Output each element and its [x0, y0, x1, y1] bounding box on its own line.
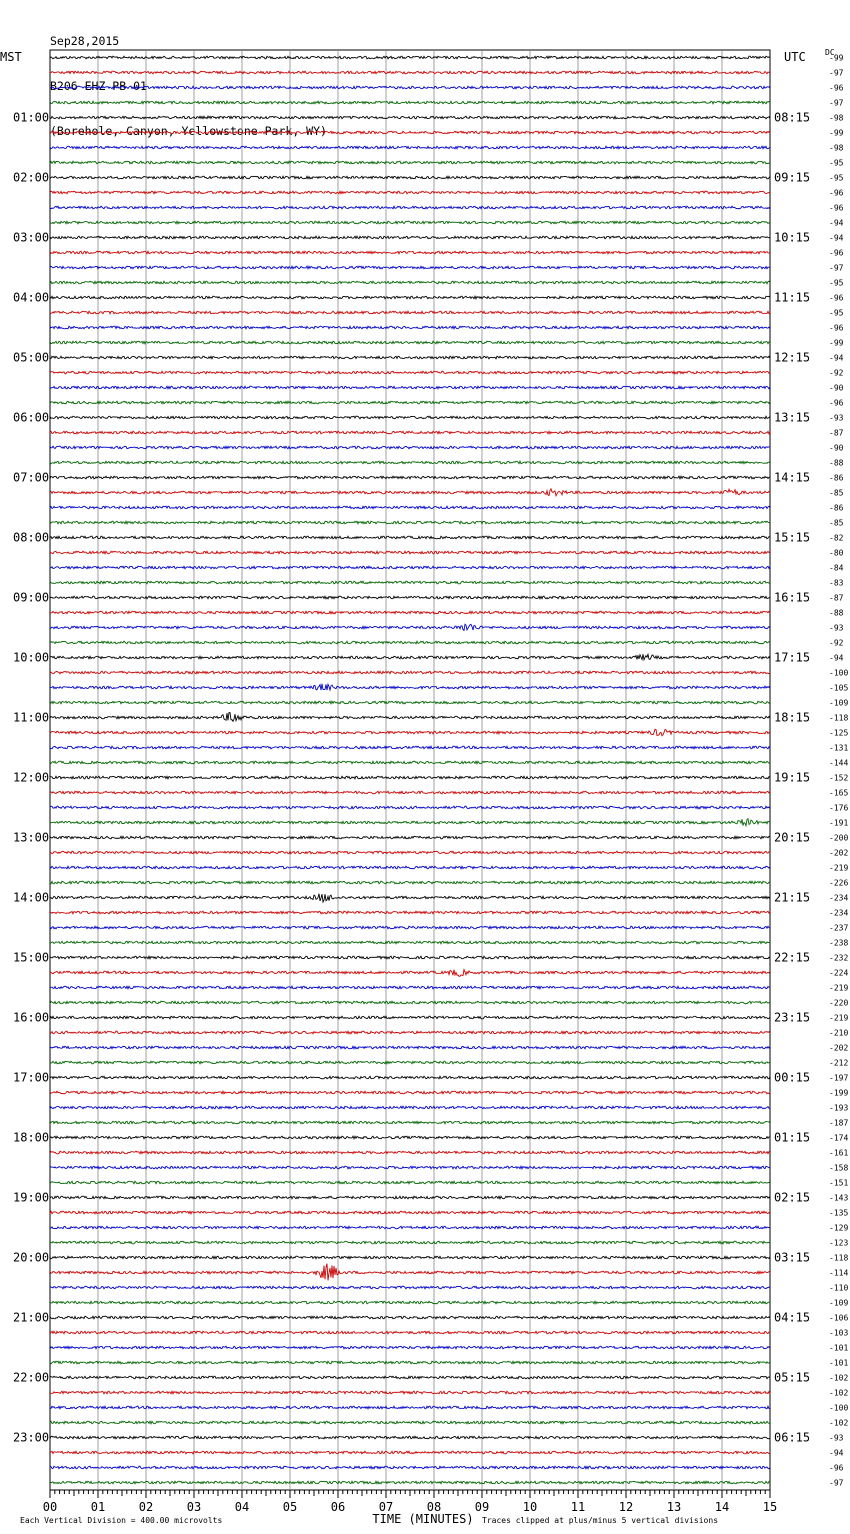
- seismic-trace: [50, 986, 770, 989]
- seismic-trace: [50, 56, 770, 59]
- hour-label-utc: 11:15: [774, 290, 811, 305]
- dc-offset-label: -118: [829, 713, 849, 723]
- seismic-trace: [50, 1391, 770, 1394]
- dc-offset-label: -129: [829, 1223, 849, 1233]
- dc-offset-label: -200: [829, 833, 849, 843]
- seismic-trace: [50, 1106, 770, 1109]
- x-tick-label: 14: [714, 1500, 730, 1514]
- dc-offset-label: -101: [829, 1343, 849, 1353]
- seismic-trace: [50, 266, 770, 269]
- seismic-trace: [50, 461, 770, 464]
- dc-offset-label: -125: [829, 728, 849, 738]
- seismic-trace: [50, 1256, 770, 1259]
- dc-offset-label: -97: [829, 98, 844, 108]
- seismic-trace: [50, 1076, 770, 1079]
- seismic-trace: [50, 941, 770, 944]
- hour-label-mst: 10:00: [13, 650, 50, 665]
- dc-offset-label: -234: [829, 893, 849, 903]
- hour-label-mst: 11:00: [13, 710, 50, 725]
- dc-offset-label: -219: [829, 1013, 849, 1023]
- seismic-trace: [50, 881, 770, 884]
- dc-offset-label: -234: [829, 908, 849, 918]
- x-tick-label: 13: [666, 1500, 682, 1514]
- dc-offset-label: -161: [829, 1148, 849, 1158]
- plot-frame: [50, 50, 770, 1490]
- dc-offset-label: -100: [829, 668, 849, 678]
- dc-offset-label: -165: [829, 788, 849, 798]
- dc-offset-label: -94: [829, 233, 844, 243]
- dc-offset-label: -131: [829, 743, 849, 753]
- dc-offset-label: -199: [829, 1088, 849, 1098]
- hour-label-utc: 01:15: [774, 1130, 811, 1145]
- dc-offset-label: -97: [829, 1478, 844, 1488]
- dc-offset-label: -100: [829, 1403, 849, 1413]
- seismic-trace: [50, 1001, 770, 1004]
- grid: [50, 50, 770, 1490]
- hour-label-mst: 05:00: [13, 350, 50, 365]
- seismic-trace: [50, 1061, 770, 1064]
- seismic-trace: [50, 536, 770, 539]
- seismic-trace: [50, 1166, 770, 1169]
- seismic-trace: [50, 146, 770, 149]
- x-tick-label: 12: [618, 1500, 634, 1514]
- seismic-trace: [50, 806, 770, 809]
- station-id: B206 EHZ PB 01: [50, 79, 147, 93]
- hour-label-utc: 19:15: [774, 770, 811, 785]
- seismic-trace: [50, 1346, 770, 1349]
- dc-offset-label: -94: [829, 653, 844, 663]
- dc-offset-label: -95: [829, 173, 844, 183]
- dc-title: DC: [825, 48, 835, 57]
- seismic-trace: [50, 746, 770, 749]
- seismic-trace: [50, 521, 770, 524]
- x-tick-label: 05: [282, 1500, 298, 1514]
- hour-label-mst: 04:00: [13, 290, 50, 305]
- dc-offset-label: -83: [829, 578, 844, 588]
- dc-offset-label: -152: [829, 773, 849, 783]
- seismic-trace: [50, 1466, 770, 1469]
- seismic-trace: [50, 894, 770, 902]
- dc-offset-label: -219: [829, 863, 849, 873]
- seismic-trace: [50, 1406, 770, 1409]
- dc-offset-label: -87: [829, 428, 844, 438]
- seismic-trace: [50, 506, 770, 509]
- seismic-trace: [50, 281, 770, 284]
- dc-offset-label: -176: [829, 803, 849, 813]
- hour-label-utc: 03:15: [774, 1250, 811, 1265]
- hour-label-utc: 05:15: [774, 1370, 811, 1385]
- seismic-trace: [50, 1226, 770, 1229]
- hour-label-mst: 03:00: [13, 230, 50, 245]
- seismic-trace: [50, 206, 770, 209]
- seismic-trace: [50, 1264, 770, 1281]
- dc-offset-label: -94: [829, 353, 844, 363]
- hour-label-utc: 15:15: [774, 530, 811, 545]
- seismic-traces: [50, 56, 770, 1484]
- dc-offset-label: -93: [829, 623, 844, 633]
- right-axis-title: UTC: [784, 50, 806, 64]
- seismic-trace: [50, 654, 770, 660]
- seismic-trace: [50, 341, 770, 344]
- dc-offset-label: -143: [829, 1193, 849, 1203]
- seismic-trace: [50, 1331, 770, 1334]
- dc-offset-label: -82: [829, 533, 844, 543]
- dc-offset-label: -232: [829, 953, 849, 963]
- dc-offset-label: -80: [829, 548, 844, 558]
- seismic-trace: [50, 326, 770, 329]
- seismic-trace: [50, 1121, 770, 1124]
- dc-offset-label: -96: [829, 188, 844, 198]
- seismic-trace: [50, 251, 770, 254]
- dc-offset-label: -96: [829, 248, 844, 258]
- seismic-trace: [50, 1211, 770, 1214]
- dc-offset-label: -220: [829, 998, 849, 1008]
- dc-offset-label: -191: [829, 818, 849, 828]
- seismic-trace: [50, 176, 770, 179]
- seismic-trace: [50, 1286, 770, 1289]
- seismic-trace: [50, 926, 770, 929]
- seismic-trace: [50, 671, 770, 674]
- hour-label-utc: 06:15: [774, 1430, 811, 1445]
- seismic-trace: [50, 1241, 770, 1244]
- x-tick-label: 04: [234, 1500, 250, 1514]
- hour-label-utc: 16:15: [774, 590, 811, 605]
- hour-label-mst: 12:00: [13, 770, 50, 785]
- dc-offset-label: -109: [829, 698, 849, 708]
- dc-offset-label: -98: [829, 113, 844, 123]
- dc-offset-label: -238: [829, 938, 849, 948]
- seismic-trace: [50, 819, 770, 826]
- hour-label-mst: 22:00: [13, 1370, 50, 1385]
- seismic-trace: [50, 1436, 770, 1439]
- dc-offset-label: -86: [829, 503, 844, 513]
- dc-offset-label: -118: [829, 1253, 849, 1263]
- seismic-trace: [50, 476, 770, 479]
- hour-label-utc: 04:15: [774, 1310, 811, 1325]
- hour-label-mst: 17:00: [13, 1070, 50, 1085]
- hour-label-utc: 02:15: [774, 1190, 811, 1205]
- dc-offset-label: -193: [829, 1103, 849, 1113]
- dc-offset-label: -135: [829, 1208, 849, 1218]
- dc-offset-label: -96: [829, 323, 844, 333]
- dc-offset-label: -88: [829, 458, 844, 468]
- dc-offset-label: -158: [829, 1163, 849, 1173]
- seismic-trace: [50, 401, 770, 404]
- dc-offset-label: -105: [829, 683, 849, 693]
- dc-offset-label: -93: [829, 1433, 844, 1443]
- left-axis-title: MST: [0, 50, 22, 64]
- x-tick-label: 07: [378, 1500, 394, 1514]
- dc-offset-label: -197: [829, 1073, 849, 1083]
- dc-offset-label: -237: [829, 923, 849, 933]
- seismic-trace: [50, 221, 770, 224]
- seismic-trace: [50, 911, 770, 914]
- dc-offset-label: -90: [829, 443, 844, 453]
- x-tick-label: 10: [522, 1500, 538, 1514]
- dc-offset-label: -97: [829, 68, 844, 78]
- seismic-trace: [50, 581, 770, 584]
- x-tick-label: 08: [426, 1500, 442, 1514]
- seismic-trace: [50, 101, 770, 104]
- scale-note: Each Vertical Division = 400.00 microvolts: [20, 1516, 223, 1525]
- seismic-trace: [50, 311, 770, 314]
- x-axis-title: TIME (MINUTES): [372, 1512, 474, 1526]
- x-tick-label: 02: [138, 1500, 154, 1514]
- dc-offset-label: -95: [829, 308, 844, 318]
- dc-offset-label: -110: [829, 1283, 849, 1293]
- hour-label-utc: 21:15: [774, 890, 811, 905]
- hour-label-mst: 02:00: [13, 170, 50, 185]
- seismic-trace: [50, 296, 770, 299]
- dc-offset-label: -94: [829, 1448, 844, 1458]
- dc-offset-label: -99: [829, 53, 844, 63]
- seismic-trace: [50, 416, 770, 419]
- seismic-trace: [50, 1136, 770, 1139]
- seismic-trace: [50, 851, 770, 854]
- station-location: (Borehole, Canyon, Yellowstone Park, WY): [50, 124, 327, 138]
- seismic-trace: [50, 116, 770, 119]
- seismic-trace: [50, 131, 770, 134]
- dc-offset-label: -99: [829, 128, 844, 138]
- seismic-trace: [50, 566, 770, 569]
- seismic-trace: [50, 1451, 770, 1454]
- seismic-trace: [50, 866, 770, 869]
- hour-label-mst: 07:00: [13, 470, 50, 485]
- seismic-trace: [50, 1151, 770, 1154]
- hour-label-utc: 13:15: [774, 410, 811, 425]
- dc-offset-label: -226: [829, 878, 849, 888]
- dc-offset-label: -90: [829, 383, 844, 393]
- seismic-trace: [50, 624, 770, 630]
- seismic-trace: [50, 776, 770, 779]
- x-axis: [20, 1490, 777, 1526]
- dc-offset-label: -87: [829, 593, 844, 603]
- seismic-trace: [50, 684, 770, 690]
- dc-offset-label: -212: [829, 1058, 849, 1068]
- seismic-trace: [50, 956, 770, 959]
- x-tick-label: 03: [186, 1500, 202, 1514]
- dc-offset-label: -109: [829, 1298, 849, 1308]
- x-tick-label: 15: [762, 1500, 778, 1514]
- seismic-trace: [50, 729, 770, 735]
- seismic-trace: [50, 431, 770, 434]
- chart-date: Sep28,2015: [50, 34, 120, 48]
- hour-label-utc: 14:15: [774, 470, 811, 485]
- seismic-trace: [50, 713, 770, 722]
- hour-label-mst: 09:00: [13, 590, 50, 605]
- hour-label-mst: 18:00: [13, 1130, 50, 1145]
- hour-label-mst: 21:00: [13, 1310, 50, 1325]
- dc-offset-label: -102: [829, 1373, 849, 1383]
- dc-offset-label: -202: [829, 1043, 849, 1053]
- seismic-trace: [50, 836, 770, 839]
- seismic-trace: [50, 611, 770, 614]
- dc-offset-label: -96: [829, 83, 844, 93]
- dc-offset-label: -88: [829, 608, 844, 618]
- hour-label-mst: 08:00: [13, 530, 50, 545]
- hour-label-mst: 13:00: [13, 830, 50, 845]
- dc-offset-label: -99: [829, 338, 844, 348]
- seismic-trace: [50, 1361, 770, 1364]
- hour-label-utc: 17:15: [774, 650, 811, 665]
- seismic-trace: [50, 641, 770, 644]
- seismic-trace: [50, 1181, 770, 1184]
- dc-offset-label: -144: [829, 758, 849, 768]
- hour-label-mst: 16:00: [13, 1010, 50, 1025]
- hour-label-mst: 06:00: [13, 410, 50, 425]
- hour-label-utc: 09:15: [774, 170, 811, 185]
- hour-label-utc: 20:15: [774, 830, 811, 845]
- hour-label-utc: 00:15: [774, 1070, 811, 1085]
- dc-offset-label: -92: [829, 638, 844, 648]
- seismic-trace: [50, 596, 770, 599]
- dc-offset-label: -102: [829, 1418, 849, 1428]
- hour-label-mst: 14:00: [13, 890, 50, 905]
- seismic-trace: [50, 236, 770, 239]
- seismic-trace: [50, 386, 770, 389]
- axis-labels: [0, 48, 848, 1488]
- hour-label-mst: 20:00: [13, 1250, 50, 1265]
- x-tick-label: 11: [570, 1500, 586, 1514]
- seismic-trace: [50, 551, 770, 554]
- dc-offset-label: -85: [829, 518, 844, 528]
- dc-offset-label: -96: [829, 1463, 844, 1473]
- dc-offset-label: -84: [829, 563, 844, 573]
- dc-offset-label: -98: [829, 143, 844, 153]
- dc-offset-label: -210: [829, 1028, 849, 1038]
- x-tick-label: 00: [42, 1500, 58, 1514]
- seismic-trace: [50, 1421, 770, 1424]
- dc-offset-label: -151: [829, 1178, 849, 1188]
- dc-offset-label: -187: [829, 1118, 849, 1128]
- dc-offset-label: -106: [829, 1313, 849, 1323]
- dc-offset-label: -96: [829, 398, 844, 408]
- hour-label-utc: 10:15: [774, 230, 811, 245]
- seismic-trace: [50, 86, 770, 89]
- hour-label-utc: 12:15: [774, 350, 811, 365]
- seismic-trace: [50, 1376, 770, 1379]
- dc-offset-label: -86: [829, 473, 844, 483]
- seismic-trace: [50, 161, 770, 164]
- dc-offset-label: -224: [829, 968, 849, 978]
- seismic-trace: [50, 1046, 770, 1049]
- seismic-trace: [50, 1016, 770, 1019]
- dc-offset-label: -202: [829, 848, 849, 858]
- dc-offset-label: -102: [829, 1388, 849, 1398]
- seismic-trace: [50, 191, 770, 194]
- hour-label-mst: 15:00: [13, 950, 50, 965]
- seismic-trace: [50, 761, 770, 764]
- x-tick-label: 01: [90, 1500, 106, 1514]
- seismic-trace: [50, 356, 770, 359]
- dc-offset-label: -95: [829, 158, 844, 168]
- dc-offset-label: -92: [829, 368, 844, 378]
- hour-label-mst: 23:00: [13, 1430, 50, 1445]
- dc-offset-label: -96: [829, 293, 844, 303]
- dc-offset-label: -95: [829, 278, 844, 288]
- dc-offset-label: -103: [829, 1328, 849, 1338]
- x-tick-label: 06: [330, 1500, 346, 1514]
- dc-offset-label: -97: [829, 263, 844, 273]
- seismic-trace: [50, 371, 770, 374]
- seismic-trace: [50, 791, 770, 794]
- hour-label-mst: 01:00: [13, 110, 50, 125]
- dc-offset-label: -174: [829, 1133, 849, 1143]
- seismic-trace: [50, 489, 770, 496]
- seismic-trace: [50, 701, 770, 704]
- x-tick-label: 09: [474, 1500, 490, 1514]
- seismic-trace: [50, 1316, 770, 1319]
- dc-offset-label: -85: [829, 488, 844, 498]
- seismic-trace: [50, 71, 770, 74]
- seismic-trace: [50, 1301, 770, 1304]
- dc-offset-label: -93: [829, 413, 844, 423]
- dc-offset-label: -101: [829, 1358, 849, 1368]
- dc-offset-label: -94: [829, 218, 844, 228]
- seismic-trace: [50, 1091, 770, 1094]
- dc-offset-label: -114: [829, 1268, 849, 1278]
- dc-offset-label: -219: [829, 983, 849, 993]
- clipping-note: Traces clipped at plus/minus 5 vertical divisions: [482, 1516, 719, 1525]
- hour-label-utc: 08:15: [774, 110, 811, 125]
- dc-offset-label: -96: [829, 203, 844, 213]
- seismic-trace: [50, 970, 770, 977]
- seismic-trace: [50, 1196, 770, 1199]
- seismic-trace: [50, 1481, 770, 1484]
- hour-label-utc: 22:15: [774, 950, 811, 965]
- seismic-trace: [50, 446, 770, 449]
- dc-offset-label: -123: [829, 1238, 849, 1248]
- hour-label-utc: 18:15: [774, 710, 811, 725]
- hour-label-mst: 19:00: [13, 1190, 50, 1205]
- seismic-trace: [50, 1031, 770, 1034]
- hour-label-utc: 23:15: [774, 1010, 811, 1025]
